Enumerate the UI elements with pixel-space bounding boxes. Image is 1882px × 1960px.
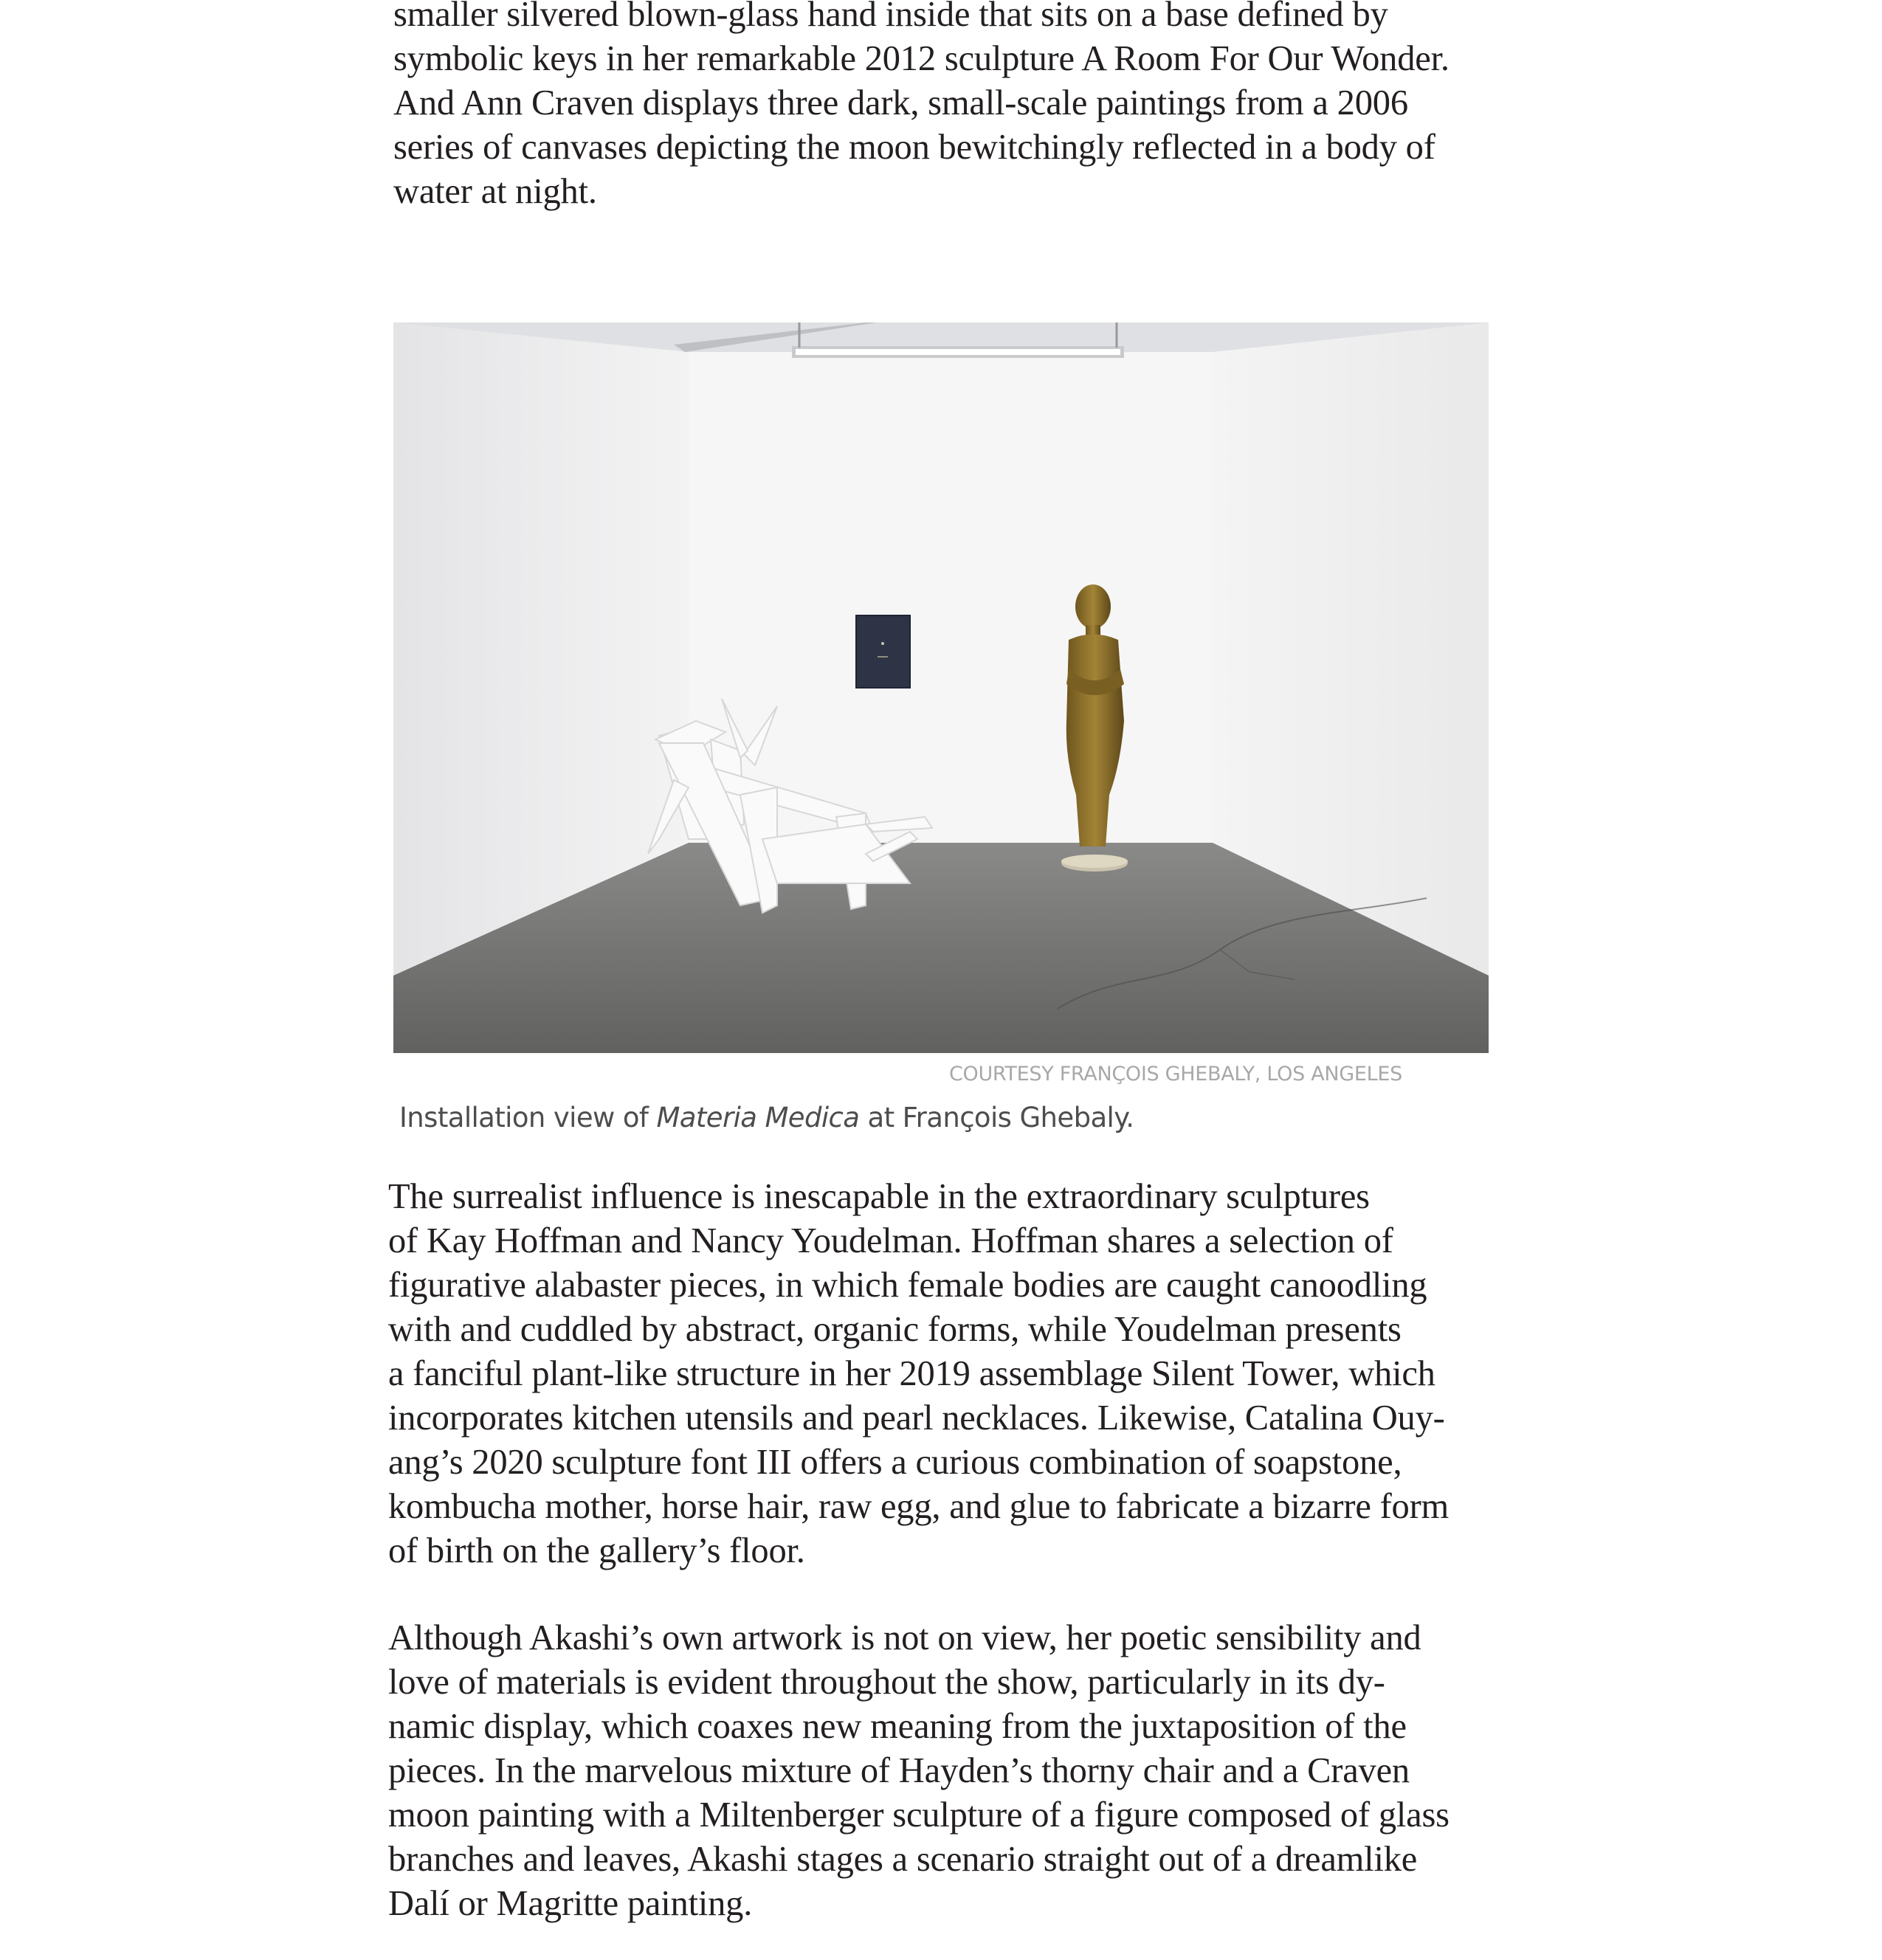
photo-caption — [399, 1102, 1506, 1133]
caption-exhibition-title: Materia Medica — [656, 1102, 860, 1133]
article-paragraph-2: The surrealist influence is inescapable in the extraordinary sculptures of Kay Hoffman and Nancy Youdelman. Hoffman shares a selection of figurative alabaster pieces, in which female bodies are caught canoodling with and cuddled by abstract, organic forms, while Youdelman presents a fanciful plant-like structure in her 2019 assemblage Silent Tower, which incorporates kitchen utensils and pearl necklaces. Likewise, Catalina Ouy- ang’s 2020 sculpture font III offers a curious combination of soapstone, kombucha mother, horse hair, raw egg, and glue to fabricate a bizarre form of birth on the gallery’s floor. — [388, 1177, 1450, 1570]
article-paragraph-3: Although Akashi’s own artwork is not on view, her poetic sensibility and love of materials is evident throughout the show, particularly in its dy- namic display, which coaxes new meaning from the juxtaposition of the pieces. In the marvelous mixture of Hayden’s thorny chair and a Craven moon painting with a Miltenberger sculpture of a figure composed of glass branches and leaves, Akashi stages a scenario straight out of a dreamlike Dalí or Magritte painting. — [388, 1618, 1450, 1923]
caption-prefix: Installation view of — [399, 1102, 657, 1133]
photo-credit: COURTESY FRANÇOIS GHEBALY, LOS ANGELES — [948, 1063, 1402, 1086]
caption-suffix: at François Ghebaly. — [859, 1102, 1134, 1133]
installation-photo — [393, 322, 1489, 1053]
article-paragraph-top: smaller silvered blown-glass hand inside that sits on a base defined by symbolic keys in her remarkable 2012 sculpture A Room For Our Wonder. And Ann Craven displays three dark, small-scale paintings from a 2006 series of canvases depicting the moon bewitchingly reflected in a body of water at night. — [393, 0, 1450, 211]
